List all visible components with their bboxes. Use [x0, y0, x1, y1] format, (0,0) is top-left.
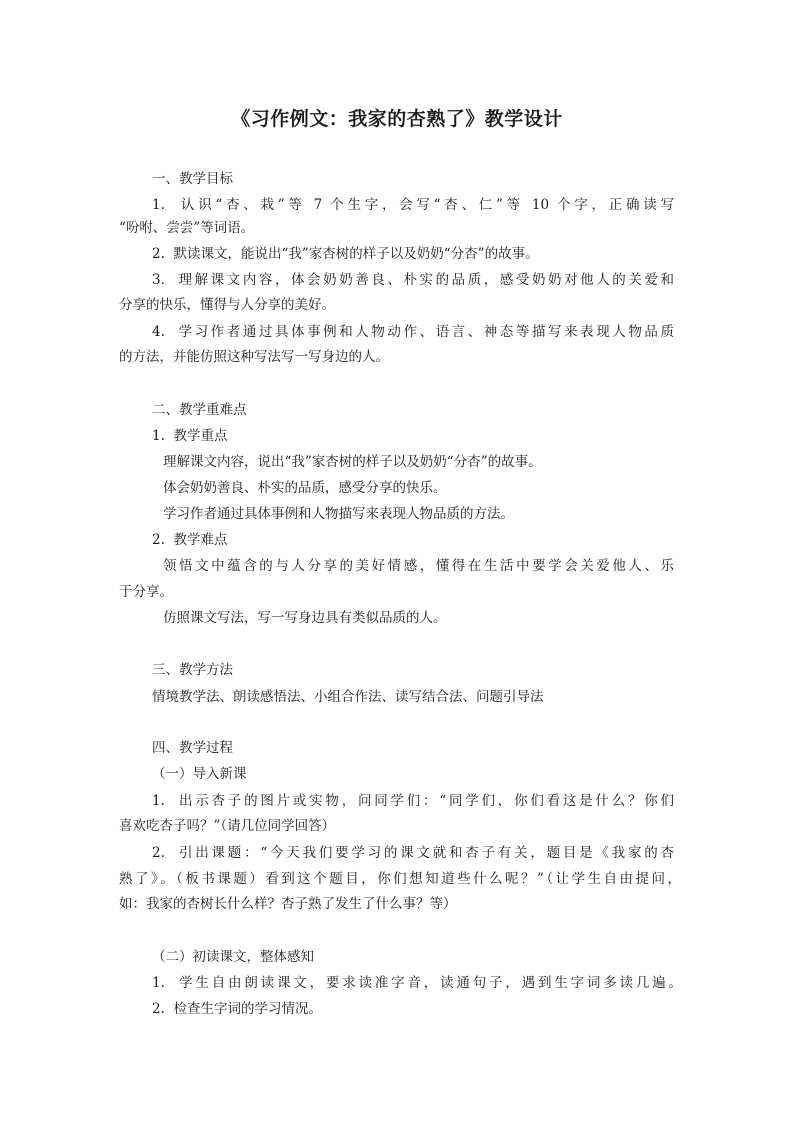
- objective-line: 3. 理解课文内容，体会奶奶善良、朴实的品质，感受奶奶对他人的关爱和: [152, 272, 674, 288]
- objective-line: 4. 学习作者通过具体事例和人物动作、语言、神态等描写来表现人物品质: [152, 324, 674, 340]
- objective-line: 2. 默读课文，能说出“我”家杏树的样子以及奶奶“分杏”的故事。: [152, 246, 539, 262]
- process-line: 喜欢吃杏子吗？”（请几位同学回答）: [119, 818, 336, 834]
- subheading-difficulty: 2. 教学难点: [152, 532, 228, 548]
- subheading-key-point: 1. 教学重点: [152, 428, 228, 444]
- section-heading-methods: 三、教学方法: [152, 662, 233, 678]
- process-part-title: （一）导入新课: [152, 766, 247, 782]
- process-line: 1. 学生自由朗读课文，要求读准字音，读通句子，遇到生字词多读几遍。: [152, 975, 682, 991]
- key-point-line: 体会奶奶善良、朴实的品质，感受分享的快乐。: [163, 480, 447, 496]
- process-line: 2. 引出课题：“今天我们要学习的课文就和杏子有关，题目是《我家的杏: [152, 845, 674, 861]
- process-part-title: （二）初读课文，整体感知: [152, 949, 314, 965]
- difficulty-line: 于分享。: [119, 584, 173, 600]
- section-heading-process: 四、教学过程: [152, 740, 233, 756]
- key-point-line: 学习作者通过具体事例和人物描写来表现人物品质的方法。: [163, 506, 514, 522]
- objective-line: “吩咐、尝尝”等词语。: [119, 220, 255, 236]
- methods-text: 情境教学法、朗读感悟法、小组合作法、读写结合法、问题引导法: [152, 689, 544, 705]
- difficulty-line: 领悟文中蕴含的与人分享的美好情感，懂得在生活中要学会关爱他人、乐: [163, 558, 674, 574]
- key-point-line: 理解课文内容，说出“我”家杏树的样子以及奶奶“分杏”的故事。: [163, 454, 542, 470]
- objective-line: 分享的快乐，懂得与人分享的美好。: [119, 297, 335, 313]
- difficulty-line: 仿照课文写法，写一写身边具有类似品质的人。: [163, 610, 447, 626]
- process-line: 如：我家的杏树长什么样？杏子熟了发生了什么事？等）: [119, 896, 457, 912]
- document-title: 《习作例文：我家的杏熟了》教学设计: [231, 108, 563, 130]
- section-heading-objectives: 一、教学目标: [152, 171, 233, 187]
- process-line: 熟了》。（板书课题）看到这个题目，你们想知道些什么呢？”（让学生自由提问，: [119, 871, 681, 887]
- objective-line: 1. 认识“杏、栽”等 7 个生字，会写“杏、仁”等 10 个字，正确读写: [152, 197, 674, 213]
- process-line: 1. 出示杏子的图片或实物，问同学们：“同学们，你们看这是什么？你们: [152, 793, 674, 809]
- process-line: 2. 检查生字词的学习情况。: [152, 1001, 322, 1017]
- objective-line: 的方法，并能仿照这种写法写一写身边的人。: [119, 349, 389, 365]
- section-heading-key-points: 二、教学重难点: [152, 402, 247, 418]
